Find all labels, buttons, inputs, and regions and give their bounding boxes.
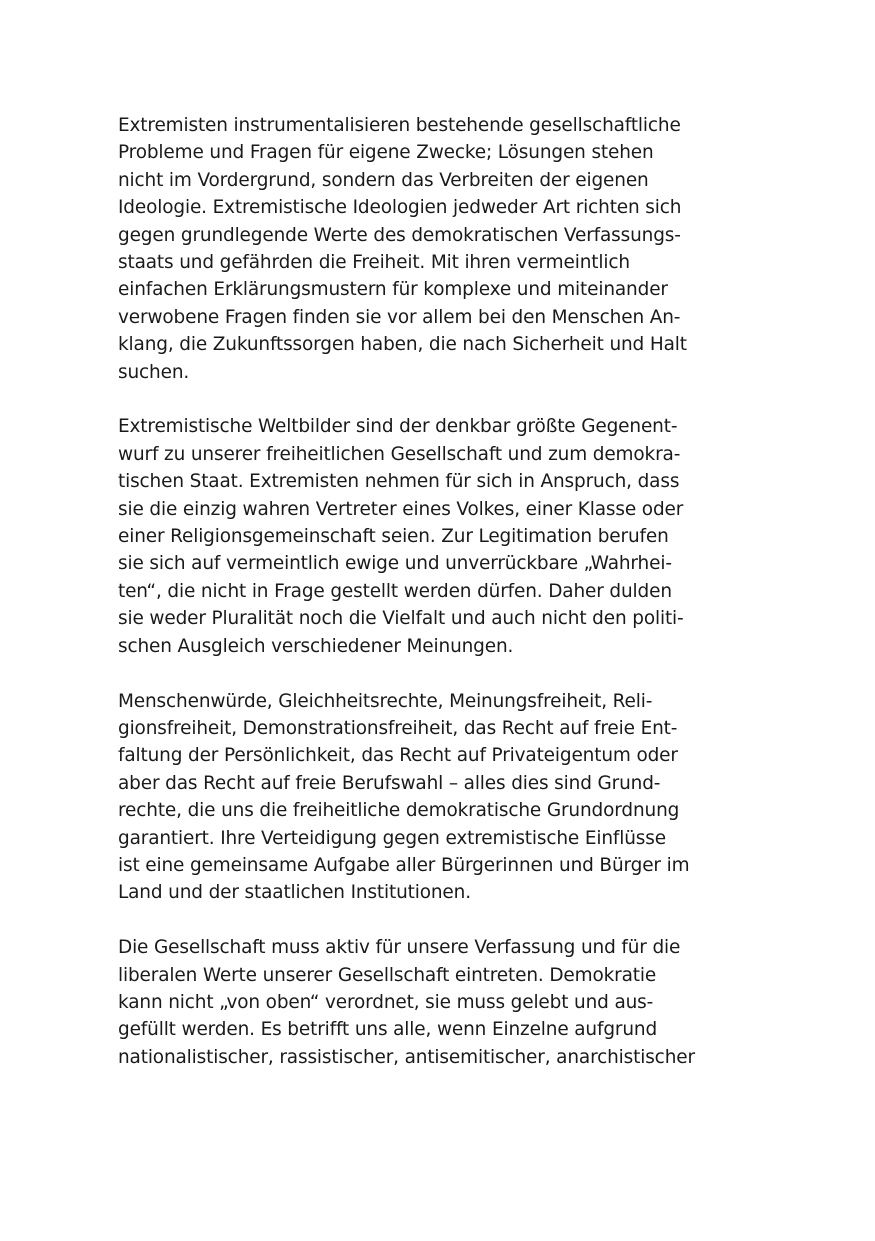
text-line: Extremistische Weltbilder sind der denkbar größte Gegenent- xyxy=(118,415,678,438)
text-line-wrapper xyxy=(118,1016,758,1043)
text-line: schen Ausgleich verschiedener Meinungen. xyxy=(118,634,514,657)
text-line: verwobene Fragen finden sie vor allem bei den Menschen An- xyxy=(118,305,681,328)
text-line: rechte, die uns die freiheitliche demokratische Grundordnung xyxy=(118,799,680,822)
text-line: staats und gefährden die Freiheit. Mit ihren vermeintlich xyxy=(118,251,630,274)
text-line: tischen Staat. Extremisten nehmen für sich in Anspruch, dass xyxy=(118,470,680,493)
text-line-wrapper xyxy=(118,715,758,742)
text-line: kann nicht „von oben“ verordnet, sie muss gelebt und aus- xyxy=(118,990,654,1013)
text-line-wrapper xyxy=(118,578,758,605)
text-line-wrapper xyxy=(118,605,758,632)
text-line-wrapper xyxy=(118,825,758,852)
text-line: sie weder Pluralität noch die Vielfalt und auch nicht den politi- xyxy=(118,607,684,630)
text-line-wrapper xyxy=(118,770,758,797)
text-line-wrapper xyxy=(118,331,758,358)
paragraph xyxy=(118,413,758,660)
text-line: Probleme und Fragen für eigene Zwecke; Lösungen stehen xyxy=(118,141,654,164)
text-line-wrapper xyxy=(118,413,758,440)
paragraph xyxy=(118,688,758,907)
text-line: Die Gesellschaft muss aktiv für unsere Verfassung und für die xyxy=(118,936,681,959)
text-line: klang, die Zukunftssorgen haben, die nach Sicherheit und Halt xyxy=(118,333,687,356)
text-line: nicht im Vordergrund, sondern das Verbreiten der eigenen xyxy=(118,168,649,191)
text-line-wrapper xyxy=(118,441,758,468)
text-line: garantiert. Ihre Verteidigung gegen extremistische Einflüsse xyxy=(118,826,666,849)
text-line-wrapper xyxy=(118,222,758,249)
text-line-wrapper xyxy=(118,688,758,715)
text-line: suchen. xyxy=(118,360,190,383)
document-page xyxy=(118,112,758,1099)
text-line: ist eine gemeinsame Aufgabe aller Bürgerinnen und Bürger im xyxy=(118,853,690,876)
text-line-wrapper xyxy=(118,989,758,1016)
text-line-wrapper xyxy=(118,167,758,194)
text-line-wrapper xyxy=(118,276,758,303)
text-line-wrapper xyxy=(118,934,758,961)
text-line: Ideologie. Extremistische Ideologien jedweder Art richten sich xyxy=(118,196,682,219)
text-line-wrapper xyxy=(118,879,758,906)
text-line: faltung der Persönlichkeit, das Recht auf Privateigentum oder xyxy=(118,744,678,767)
text-line-wrapper xyxy=(118,797,758,824)
text-line-wrapper xyxy=(118,742,758,769)
text-line: aber das Recht auf freie Berufswahl – alles dies sind Grund- xyxy=(118,771,661,794)
paragraph xyxy=(118,934,758,1071)
text-line-wrapper xyxy=(118,139,758,166)
text-line-wrapper xyxy=(118,962,758,989)
text-line-wrapper xyxy=(118,633,758,660)
text-line-wrapper xyxy=(118,852,758,879)
text-line-wrapper xyxy=(118,523,758,550)
text-line: liberalen Werte unserer Gesellschaft eintreten. Demokratie xyxy=(118,963,657,986)
text-line: gefüllt werden. Es betrifft uns alle, wenn Einzelne aufgrund xyxy=(118,1018,658,1041)
text-line: einer Religionsgemeinschaft seien. Zur Legitimation berufen xyxy=(118,525,669,548)
text-line: Menschenwürde, Gleichheitsrechte, Meinungsfreiheit, Reli- xyxy=(118,689,653,712)
text-line: Extremisten instrumentalisieren bestehende gesellschaftliche xyxy=(118,114,681,136)
text-line: gionsfreiheit, Demonstrationsfreiheit, das Recht auf freie Ent- xyxy=(118,716,678,739)
text-line-wrapper xyxy=(118,496,758,523)
text-line-wrapper xyxy=(118,550,758,577)
text-line: Land und der staatlichen Institutionen. xyxy=(118,881,471,904)
text-line-wrapper xyxy=(118,249,758,276)
text-line-wrapper xyxy=(118,194,758,221)
text-line: sie sich auf vermeintlich ewige und unverrückbare „Wahrhei- xyxy=(118,552,672,575)
text-line-wrapper xyxy=(118,304,758,331)
text-line-wrapper xyxy=(118,1044,758,1071)
text-line: gegen grundlegende Werte des demokratischen Verfassungs- xyxy=(118,223,681,246)
paragraph xyxy=(118,112,758,386)
text-line-wrapper xyxy=(118,468,758,495)
text-line: sie die einzig wahren Vertreter eines Volkes, einer Klasse oder xyxy=(118,497,684,520)
text-line-wrapper xyxy=(118,112,758,139)
text-line: wurf zu unserer freiheitlichen Gesellschaft und zum demokra- xyxy=(118,442,681,465)
text-line: nationalistischer, rassistischer, antisemitischer, anarchistischer xyxy=(118,1045,695,1068)
text-line: ten“, die nicht in Frage gestellt werden dürfen. Daher dulden xyxy=(118,579,672,602)
text-line-wrapper xyxy=(118,359,758,386)
text-line: einfachen Erklärungsmustern für komplexe und miteinander xyxy=(118,278,668,301)
